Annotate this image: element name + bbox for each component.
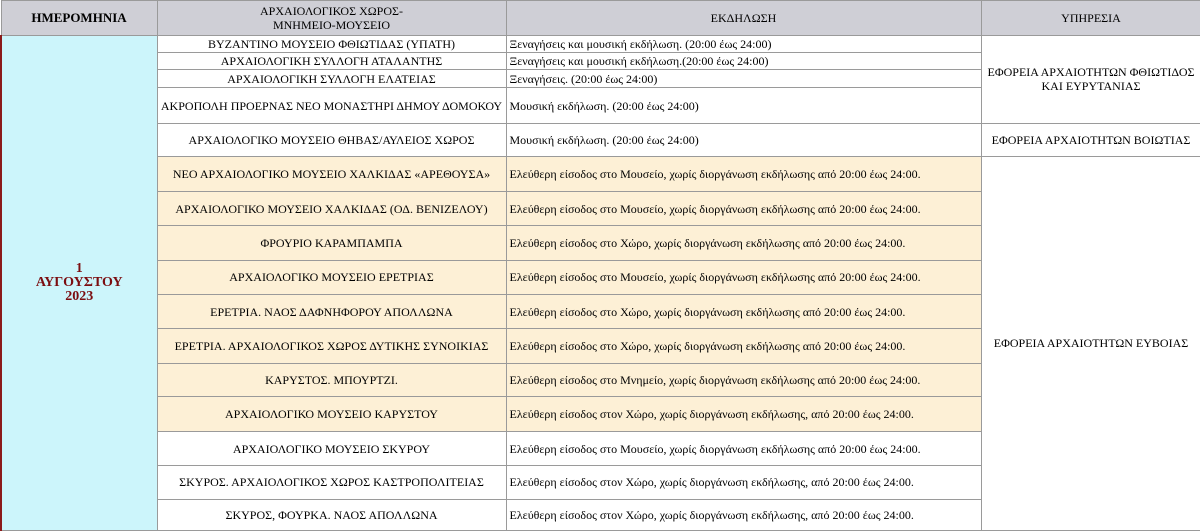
event-cell: Ελεύθερη είσοδος στο Χώρο, χωρίς διοργάνωση εκδήλωσης από 20:00 έως 24:00. (506, 226, 981, 260)
event-cell: Ελεύθερη είσοδος στο Μνημείο, χωρίς διοργάνωση εκδήλωσης από 20:00 έως 24:00. (506, 363, 981, 396)
site-cell: ΕΡΕΤΡΙΑ. ΑΡΧΑΙΟΛΟΓΙΚΟΣ ΧΩΡΟΣ ΔΥΤΙΚΗΣ ΣΥΝΟΙΚΙΑΣ (157, 329, 506, 363)
header-date: ΗΜΕΡΟΜΗΝΙΑ (1, 1, 157, 36)
site-cell: ΑΡΧΑΙΟΛΟΓΙΚΟ ΜΟΥΣΕΙΟ ΣΚΥΡΟΥ (157, 432, 506, 466)
event-cell: Μουσική εκδήλωση. (20:00 έως 24:00) (506, 123, 981, 156)
event-cell: Ελεύθερη είσοδος στο Μουσείο, χωρίς διοργάνωση εκδήλωσης από 20:00 έως 24:00. (506, 432, 981, 466)
site-cell: ΑΡΧΑΙΟΛΟΓΙΚΗ ΣΥΛΛΟΓΗ ΕΛΑΤΕΙΑΣ (157, 70, 506, 88)
event-cell: Μουσική εκδήλωση. (20:00 έως 24:00) (506, 88, 981, 123)
site-cell: ΑΡΧΑΙΟΛΟΓΙΚΟ ΜΟΥΣΕΙΟ ΚΑΡΥΣΤΟΥ (157, 396, 506, 431)
header-site: ΑΡΧΑΙΟΛΟΓΙΚΟΣ ΧΩΡΟΣ- ΜΝΗΜΕΙΟ-ΜΟΥΣΕΙΟ (157, 1, 506, 36)
event-cell: Ξεναγήσεις. (20:00 έως 24:00) (506, 70, 981, 88)
header-service: ΥΠΗΡΕΣΙΑ (981, 1, 1200, 36)
site-cell: ΣΚΥΡΟΣ. ΑΡΧΑΙΟΛΟΓΙΚΟΣ ΧΩΡΟΣ ΚΑΣΤΡΟΠΟΛΙΤΕΙΑΣ (157, 466, 506, 499)
site-cell: ΚΑΡΥΣΤΟΣ. ΜΠΟΥΡΤΖΙ. (157, 363, 506, 396)
site-cell: ΝΕΟ ΑΡΧΑΙΟΛΟΓΙΚΟ ΜΟΥΣΕΙΟ ΧΑΛΚΙΔΑΣ «ΑΡΕΘΟΥΣΑ» (157, 156, 506, 191)
site-cell: ΑΚΡΟΠΟΛΗ ΠΡΟΕΡΝΑΣ ΝΕΟ ΜΟΝΑΣΤΗΡΙ ΔΗΜΟΥ ΔΟΜΟΚΟΥ (157, 88, 506, 123)
site-cell: ΑΡΧΑΙΟΛΟΓΙΚΗ ΣΥΛΛΟΓΗ ΑΤΑΛΑΝΤΗΣ (157, 53, 506, 70)
event-cell: Ελεύθερη είσοδος στο Μουσείο, χωρίς διοργάνωση εκδήλωσης από 20:00 έως 24:00. (506, 192, 981, 226)
site-cell: ΑΡΧΑΙΟΛΟΓΙΚΟ ΜΟΥΣΕΙΟ ΕΡΕΤΡΙΑΣ (157, 260, 506, 294)
site-cell: ΑΡΧΑΙΟΛΟΓΙΚΟ ΜΟΥΣΕΙΟ ΧΑΛΚΙΔΑΣ (ΟΔ. ΒΕΝΙΖΕΛΟΥ) (157, 192, 506, 226)
date-day: 1 (75, 261, 83, 276)
site-cell: ΑΡΧΑΙΟΛΟΓΙΚΟ ΜΟΥΣΕΙΟ ΘΗΒΑΣ/ΑΥΛΕΙΟΣ ΧΩΡΟΣ (157, 123, 506, 156)
event-cell: Ελεύθερη είσοδος στο Χώρο, χωρίς διοργάνωση εκδήλωσης από 20:00 έως 24:00. (506, 329, 981, 363)
event-cell: Ελεύθερη είσοδος στον Χώρο, χωρίς διοργάνωση εκδήλωσης, από 20:00 έως 24:00. (506, 466, 981, 499)
table-row (1, 156, 1200, 191)
table-row (1, 123, 1200, 156)
service-cell-fthiotida: ΕΦΟΡΕΙΑ ΑΡΧΑΙΟΤΗΤΩΝ ΦΘΙΩΤΙΔΟΣ ΚΑΙ ΕΥΡΥΤΑΝΙΑΣ (981, 36, 1200, 124)
event-cell: Ελεύθερη είσοδος στον Χώρο, χωρίς διοργάνωση εκδήλωσης, από 20:00 έως 24:00. (506, 396, 981, 431)
event-cell: Ελεύθερη είσοδος στο Μουσείο, χωρίς διοργάνωση εκδήλωσης από 20:00 έως 24:00. (506, 260, 981, 294)
site-cell: ΒΥΖΑΝΤΙΝΟ ΜΟΥΣΕΙΟ ΦΘΙΩΤΙΔΑΣ (ΥΠΑΤΗ) (157, 36, 506, 53)
table-row (1, 36, 1200, 53)
event-cell: Ελεύθερη είσοδος στο Χώρο, χωρίς διοργάνωση εκδήλωσης από 20:00 έως 24:00. (506, 295, 981, 329)
date-cell (1, 36, 157, 531)
event-cell: Ξεναγήσεις και μουσική εκδήλωση. (20:00 έως 24:00) (506, 36, 981, 53)
date-month: ΑΥΓΟΥΣΤΟΥ (35, 275, 123, 290)
header-event: ΕΚΔΗΛΩΣΗ (506, 1, 981, 36)
event-cell: Ελεύθερη είσοδος στο Μουσείο, χωρίς διοργάνωση εκδήλωσης από 20:00 έως 24:00. (506, 156, 981, 191)
site-cell: ΕΡΕΤΡΙΑ. ΝΑΟΣ ΔΑΦΝΗΦΟΡΟΥ ΑΠΟΛΛΩΝΑ (157, 295, 506, 329)
event-cell: Ελεύθερη είσοδος στον Χώρο, χωρίς διοργάνωση εκδήλωσης, από 20:00 έως 24:00. (506, 499, 981, 530)
site-cell: ΣΚΥΡΟΣ, ΦΟΥΡΚΑ. ΝΑΟΣ ΑΠΟΛΛΩΝΑ (157, 499, 506, 530)
service-cell-voiotia: ΕΦΟΡΕΙΑ ΑΡΧΑΙΟΤΗΤΩΝ ΒΟΙΩΤΙΑΣ (981, 123, 1200, 156)
site-cell: ΦΡΟΥΡΙΟ ΚΑΡΑΜΠΑΜΠΑ (157, 226, 506, 260)
service-cell-evia: ΕΦΟΡΕΙΑ ΑΡΧΑΙΟΤΗΤΩΝ ΕΥΒΟΙΑΣ (981, 156, 1200, 530)
header-row (1, 1, 1200, 36)
date-year: 2023 (65, 289, 94, 304)
event-cell: Ξεναγήσεις και μουσική εκδήλωση.(20:00 έως 24:00) (506, 53, 981, 70)
